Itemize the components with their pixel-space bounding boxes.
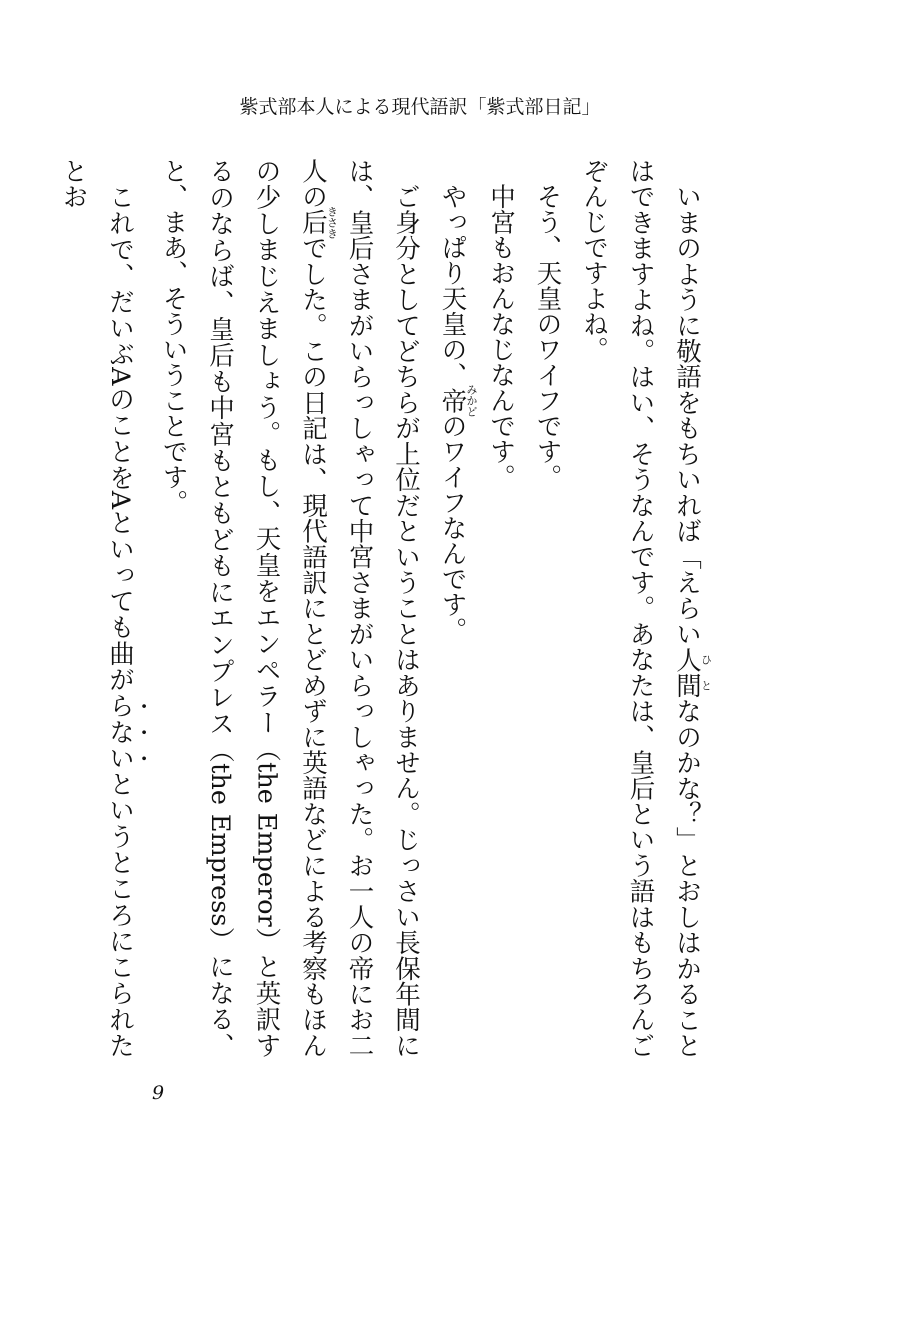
text-run: やっぱり天皇の、 [437,183,468,388]
paragraph [50,158,150,1058]
paragraph [571,158,713,1058]
ruby-word: 帝みかど [437,383,478,417]
text-run: 中宮もおんなじなんです。 [486,183,516,490]
paragraph [524,158,571,1058]
text-run: そう、天皇のワイフです。 [532,183,563,490]
vertical-body-text [58,158,713,1059]
paragraph [478,158,525,1058]
text-run: これで、だいぶAのことをAといっても曲が [105,184,135,693]
text-run: のワイフなんです。 [437,413,468,643]
ruby-reading: みかど [465,383,478,417]
page-number: 9 [152,1082,165,1104]
text-run: でした。この日記は、現代語訳にとどめずに英語などによる考察もほんの少しまじえましょう。もし、天皇をエンペラー（the Emperor）と英訳するのならば、皇后も中宮もともどもにエンプレス（the Empress）になる、と、まあ、そういうことです。 [158,158,328,1059]
paragraph [150,158,429,1058]
text-run: ご身分としてどちらが上位だということはありません。じっさい長保年間には、皇后さまがいらっしゃって中宮さまがいらっしゃった。お一人の帝にお二人の [298,158,421,1059]
text-run: なのかな？」とおしはかることはできますよね。はい、そうなんです。あなたは、皇后という語はもちろんごぞんじですよね。 [579,158,702,1059]
text-run: というところにこられたとお [58,158,135,1059]
ruby-reading: きさき [325,205,339,239]
paragraph [429,158,478,1058]
ruby-reading: ひと [699,646,713,698]
running-head: 紫式部本人による現代語訳「紫式部日記」 [239,96,601,118]
emphasis-text: らない [105,692,135,772]
ruby-word: 后きさき [298,205,339,239]
text-run: いまのように敬語をもちいれば「えらい [672,183,702,647]
ruby-word: 人間ひと [672,646,713,699]
